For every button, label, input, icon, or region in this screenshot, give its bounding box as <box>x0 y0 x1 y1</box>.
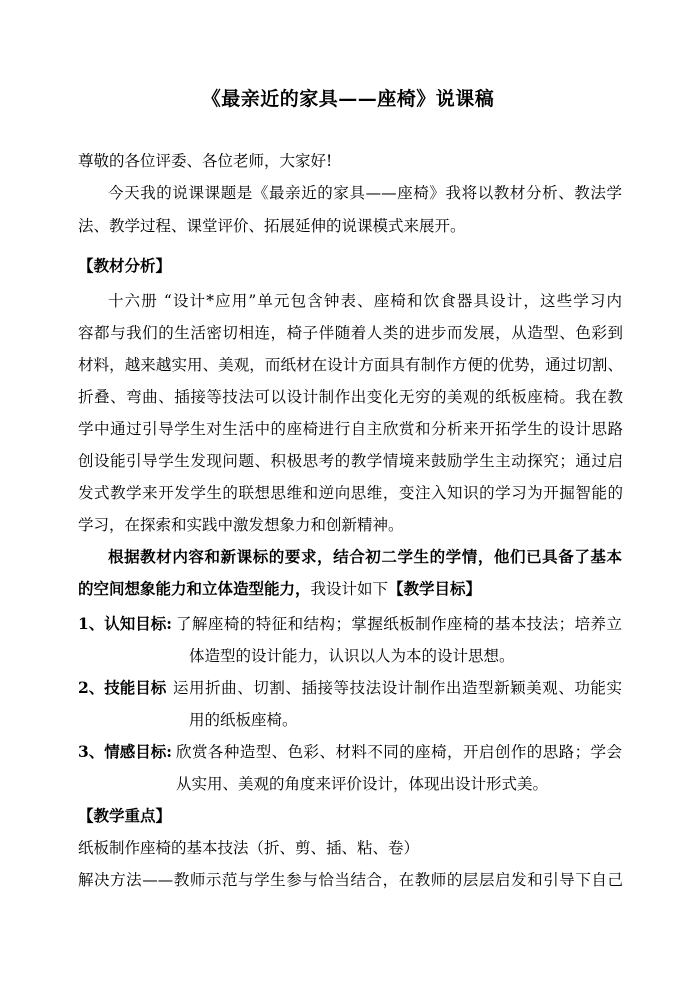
standard-line-2 <box>78 579 481 599</box>
analysis-line-7: 发式教学来开发学生的联想思维和逆向思维，变注入知识的学习为开掘智能的 <box>78 484 623 502</box>
goal-3-label: 3、情感目标: <box>78 742 173 761</box>
intro-line-2: 法、教学过程、课堂评价、拓展延伸的说课模式来展开。 <box>78 217 466 235</box>
analysis-line-6: 创设能引导学生发现问题、积极思考的教学情境来鼓励学生主动探究；通过启 <box>78 452 623 470</box>
greeting: 尊敬的各位评委、各位老师，大家好! <box>78 152 333 170</box>
section-heading-focus: 【教学重点】 <box>78 806 172 825</box>
teaching-goal-heading: 【教学目标】 <box>388 579 482 598</box>
goal-3-line-2: 从实用、美观的角度来评价设计，体现出设计形式美。 <box>176 775 549 793</box>
analysis-line-4: 折叠、弯曲、插接等技法可以设计制作出变化无穷的美观的纸板座椅。我在教 <box>78 388 623 406</box>
goal-1-line-2: 体造型的设计能力，认识以人为本的设计思想。 <box>189 647 515 665</box>
goal-2-line-1: 运用折曲、切割、插接等技法设计制作出造型新颖美观、功能实 <box>173 679 622 697</box>
analysis-line-2: 容都与我们的生活密切相连，椅子伴随着人类的进步而发展，从造型、色彩到 <box>78 324 623 342</box>
standard-line-1: 根据教材内容和新课标的要求，结合初二学生的学情，他们已具备了基本 <box>108 547 622 566</box>
intro-line-1: 今天我的说课课题是《最亲近的家具——座椅》我将以教材分析、教法学 <box>108 184 622 202</box>
section-heading-analysis: 【教材分析】 <box>78 256 172 275</box>
goal-3-line-1: 欣赏各种造型、色彩、材料不同的座椅，开启创作的思路；学会 <box>176 743 622 761</box>
standard-line-2-bold: 的空间想象能力和立体造型能力， <box>78 579 311 598</box>
goal-2-label: 2、技能目标 <box>78 678 167 697</box>
focus-text: 纸板制作座椅的基本技法（折、剪、插、粘、卷） <box>78 839 420 857</box>
analysis-line-3: 材料，越来越实用、美观，而纸材在设计方面具有制作方便的优势，通过切割、 <box>78 356 623 374</box>
analysis-line-5: 学中通过引导学生对生活中的座椅进行自主欣赏和分析来开拓学生的设计思路 <box>78 420 623 438</box>
goal-1-line-1: 了解座椅的特征和结构；掌握纸板制作座椅的基本技法；培养立 <box>176 615 622 633</box>
analysis-line-1: 十六册 “设计*应用”单元包含钟表、座椅和饮食器具设计，这些学习内 <box>108 292 622 310</box>
document-title: 《最亲近的家具——座椅》说课稿 <box>201 88 495 110</box>
goal-2-line-2: 用的纸板座椅。 <box>189 711 298 729</box>
solution-text: 解决方法——教师示范与学生参与恰当结合，在教师的层层启发和引导下自己 <box>78 871 623 889</box>
standard-line-2-tail: 我设计如下 <box>310 580 389 598</box>
analysis-line-8: 学习，在探索和实践中激发想象力和创新精神。 <box>78 516 404 534</box>
goal-1-label: 1、认知目标: <box>78 614 173 633</box>
